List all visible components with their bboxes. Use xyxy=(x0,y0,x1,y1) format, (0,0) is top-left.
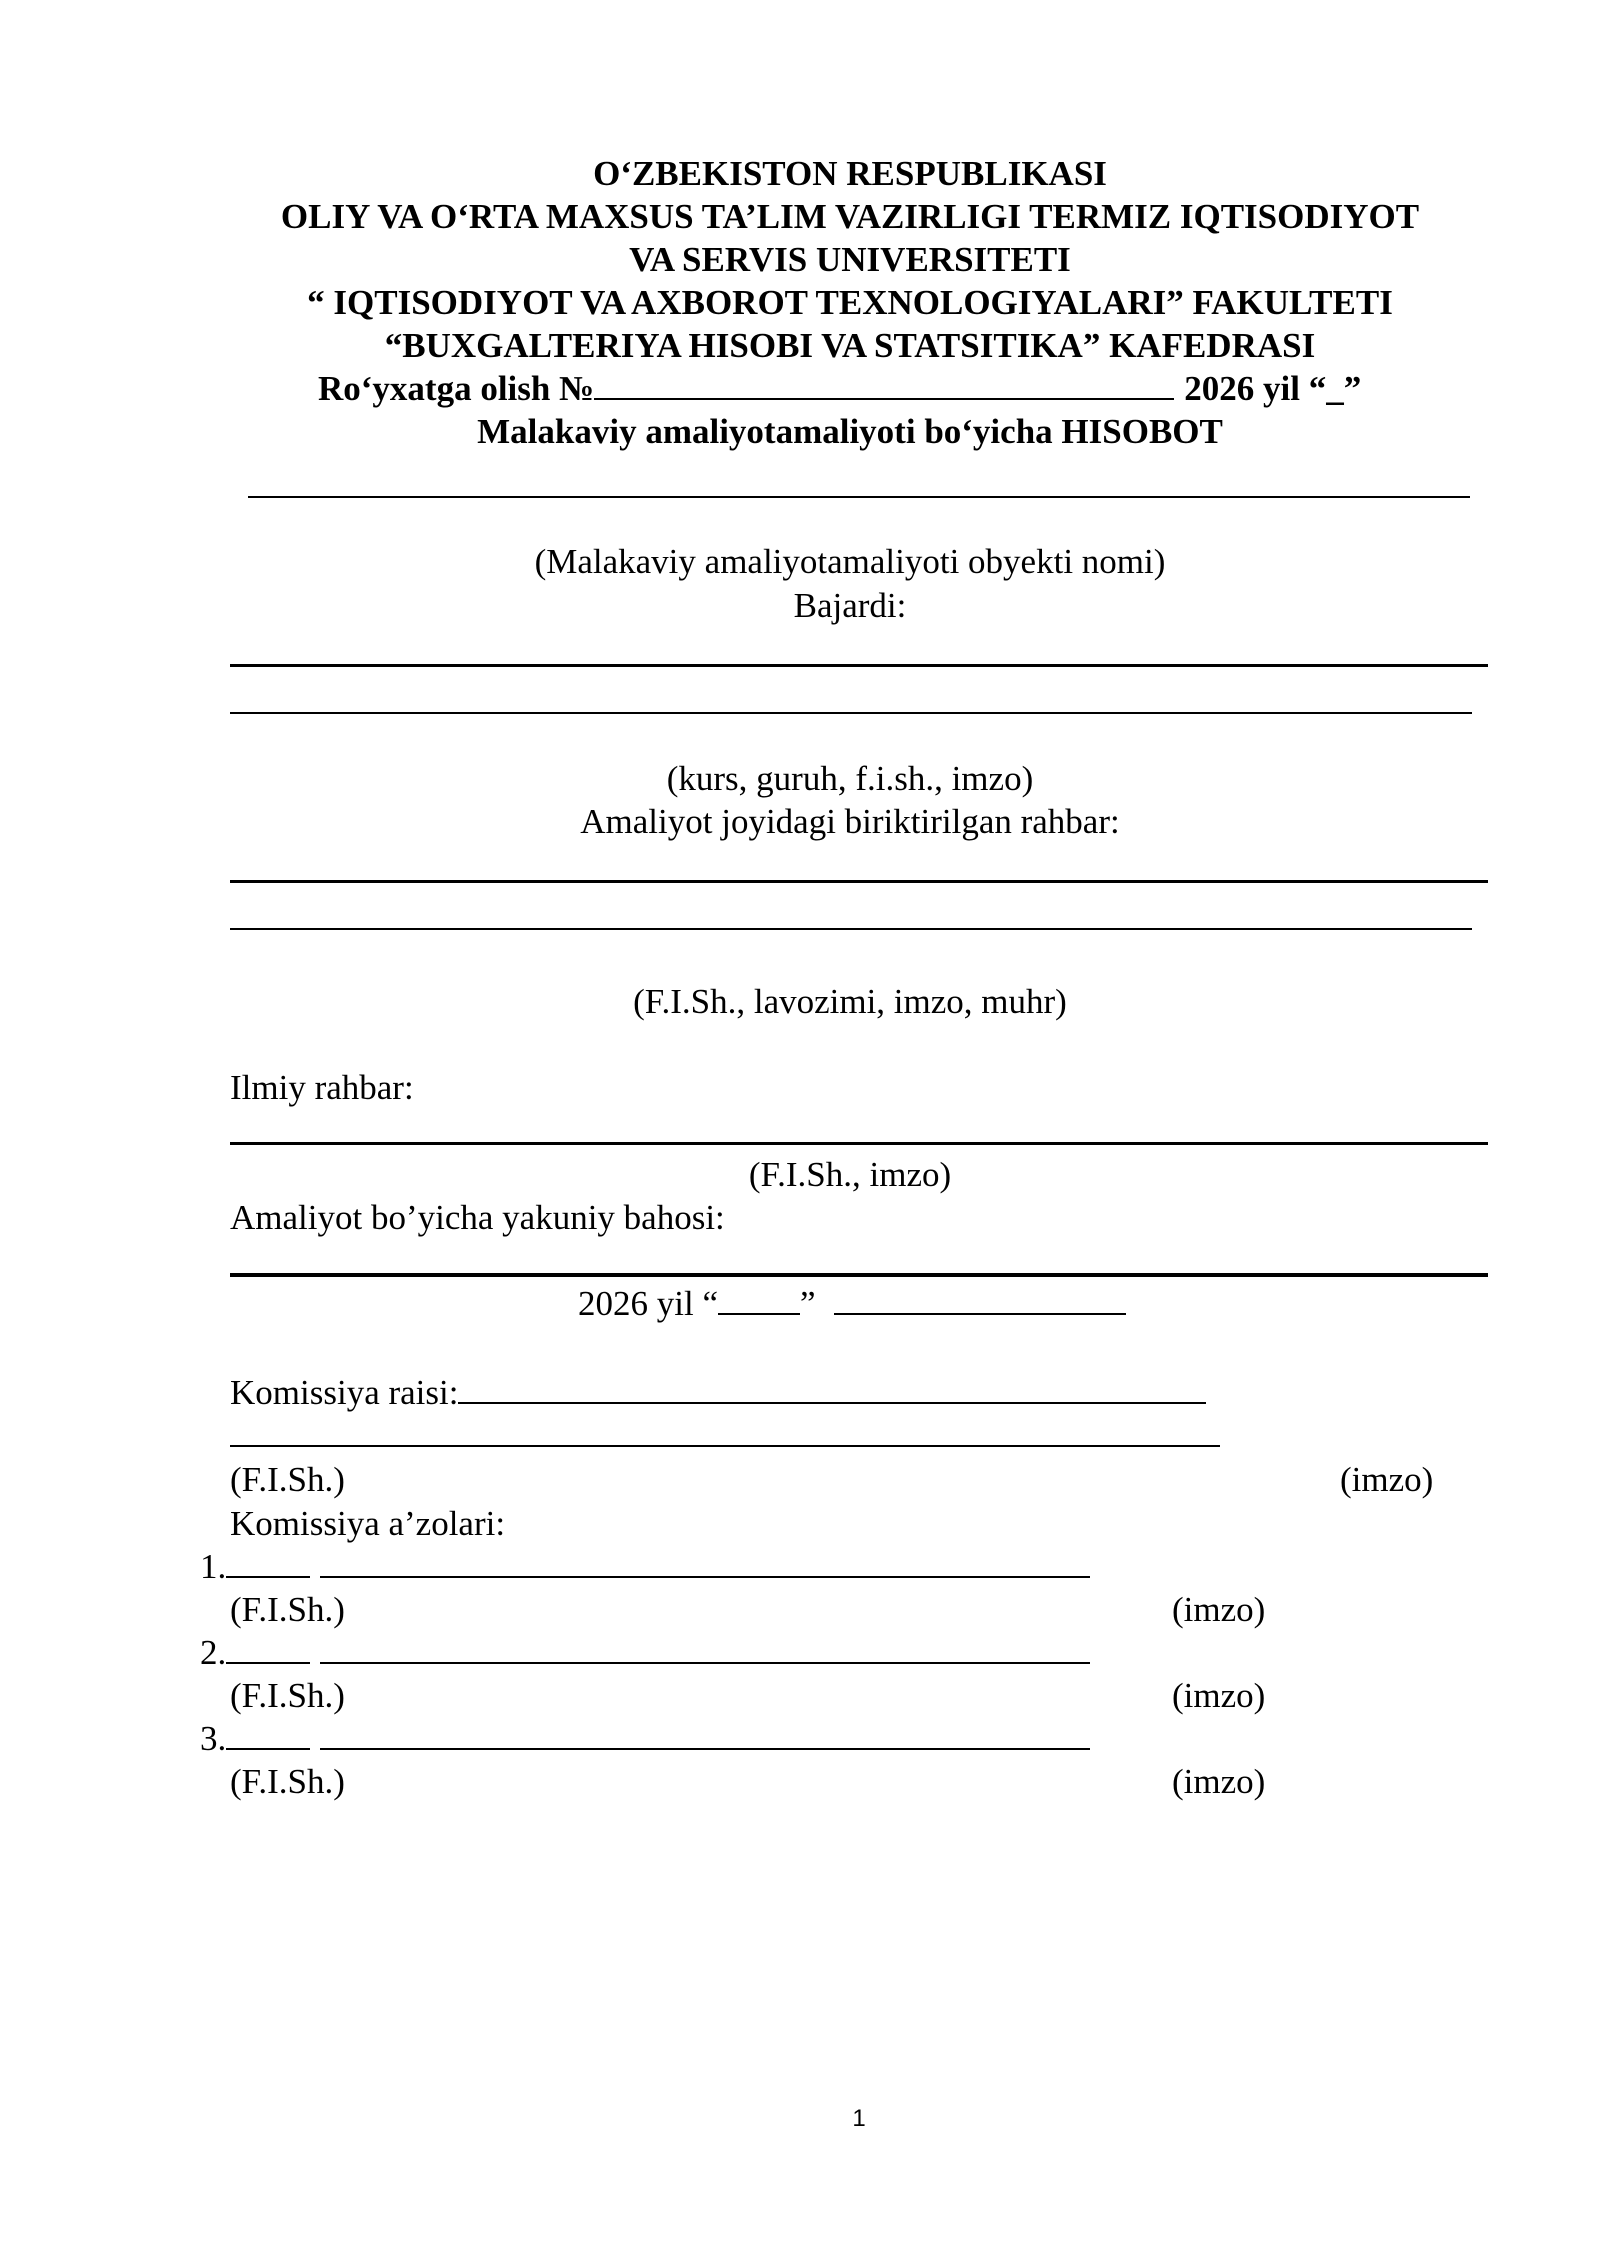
member-number: 2. xyxy=(200,1633,227,1672)
commission-chair-row xyxy=(230,1371,1206,1414)
registration-label: Ro‘yxatga olish № xyxy=(318,369,595,408)
commission-members-label: Komissiya a’zolari: xyxy=(230,1504,506,1543)
member-short-blank[interactable] xyxy=(226,1632,310,1664)
chair-sign-caption: (imzo) xyxy=(1340,1460,1434,1499)
scientific-supervisor-line[interactable] xyxy=(230,1142,1488,1145)
chair-name-caption: (F.I.Sh.) xyxy=(230,1460,345,1499)
grade-date-line xyxy=(578,1282,1126,1325)
commission-chair-label: Komissiya raisi: xyxy=(230,1373,459,1412)
member-row-1 xyxy=(200,1545,1090,1588)
student-caption: (kurs, guruh, f.i.sh., imzo) xyxy=(666,759,1034,798)
ministry-line-1: O‘ZBEKISTON RESPUBLIKASI xyxy=(593,154,1107,193)
faculty-line: “ IQTISODIYOT VA AXBOROT TEXNOLOGIYALARI” FAKULTETI xyxy=(307,283,1393,322)
member-sign-caption: (imzo) xyxy=(1172,1676,1266,1715)
grade-date-close-quote: ” xyxy=(799,1284,816,1323)
final-grade-line[interactable] xyxy=(230,1273,1488,1277)
member-number: 1. xyxy=(200,1547,227,1586)
department-line: “BUXGALTERIYA HISOBI VA STATSITIKA” KAFEDRASI xyxy=(384,326,1316,365)
registration-number-blank[interactable] xyxy=(594,368,1174,400)
member-short-blank[interactable] xyxy=(226,1718,310,1750)
member-row-2 xyxy=(200,1631,1090,1674)
member-name-caption: (F.I.Sh.) xyxy=(230,1762,345,1801)
member-row-3 xyxy=(200,1717,1090,1760)
member-sign-caption: (imzo) xyxy=(1172,1590,1266,1629)
member-name-blank[interactable] xyxy=(320,1546,1090,1578)
student-line-1[interactable] xyxy=(230,664,1488,667)
commission-chair-blank[interactable] xyxy=(458,1372,1206,1404)
member-name-blank[interactable] xyxy=(320,1632,1090,1664)
site-supervisor-label: Amaliyot joyidagi biriktirilgan rahbar: xyxy=(580,802,1120,841)
member-name-caption: (F.I.Sh.) xyxy=(230,1676,345,1715)
grade-day-blank[interactable] xyxy=(718,1283,800,1315)
scientific-supervisor-caption: (F.I.Sh., imzo) xyxy=(748,1155,952,1194)
member-name-caption: (F.I.Sh.) xyxy=(230,1590,345,1629)
final-grade-label: Amaliyot bo’yicha yakuniy bahosi: xyxy=(230,1198,725,1237)
site-supervisor-line-2[interactable] xyxy=(230,928,1472,930)
performed-label: Bajardi: xyxy=(793,586,907,625)
site-supervisor-caption: (F.I.Sh., lavozimi, imzo, muhr) xyxy=(633,982,1067,1021)
scientific-supervisor-label: Ilmiy rahbar: xyxy=(230,1068,414,1107)
grade-month-blank[interactable] xyxy=(834,1283,1126,1315)
registration-date: 2026 yil “_” xyxy=(1184,369,1362,408)
commission-chair-line-2[interactable] xyxy=(230,1445,1220,1447)
member-sign-caption: (imzo) xyxy=(1172,1762,1266,1801)
site-supervisor-line-1[interactable] xyxy=(230,880,1488,883)
report-title: Malakaviy amaliyotamaliyoti bo‘yicha HISOBOT xyxy=(477,412,1223,451)
grade-date-year: 2026 yil “ xyxy=(578,1284,718,1323)
member-name-blank[interactable] xyxy=(320,1718,1090,1750)
member-number: 3. xyxy=(200,1719,227,1758)
registration-line xyxy=(318,367,1361,410)
ministry-line-2: OLIY VA O‘RTA MAXSUS TA’LIM VAZIRLIGI TERMIZ IQTISODIYOT xyxy=(280,197,1420,236)
university-line: VA SERVIS UNIVERSITETI xyxy=(629,240,1071,279)
object-name-line[interactable] xyxy=(248,496,1470,498)
student-line-2[interactable] xyxy=(230,712,1472,714)
member-short-blank[interactable] xyxy=(226,1546,310,1578)
object-name-caption: (Malakaviy amaliyotamaliyoti obyekti nomi) xyxy=(534,542,1166,581)
page-number: 1 xyxy=(852,2105,866,2132)
